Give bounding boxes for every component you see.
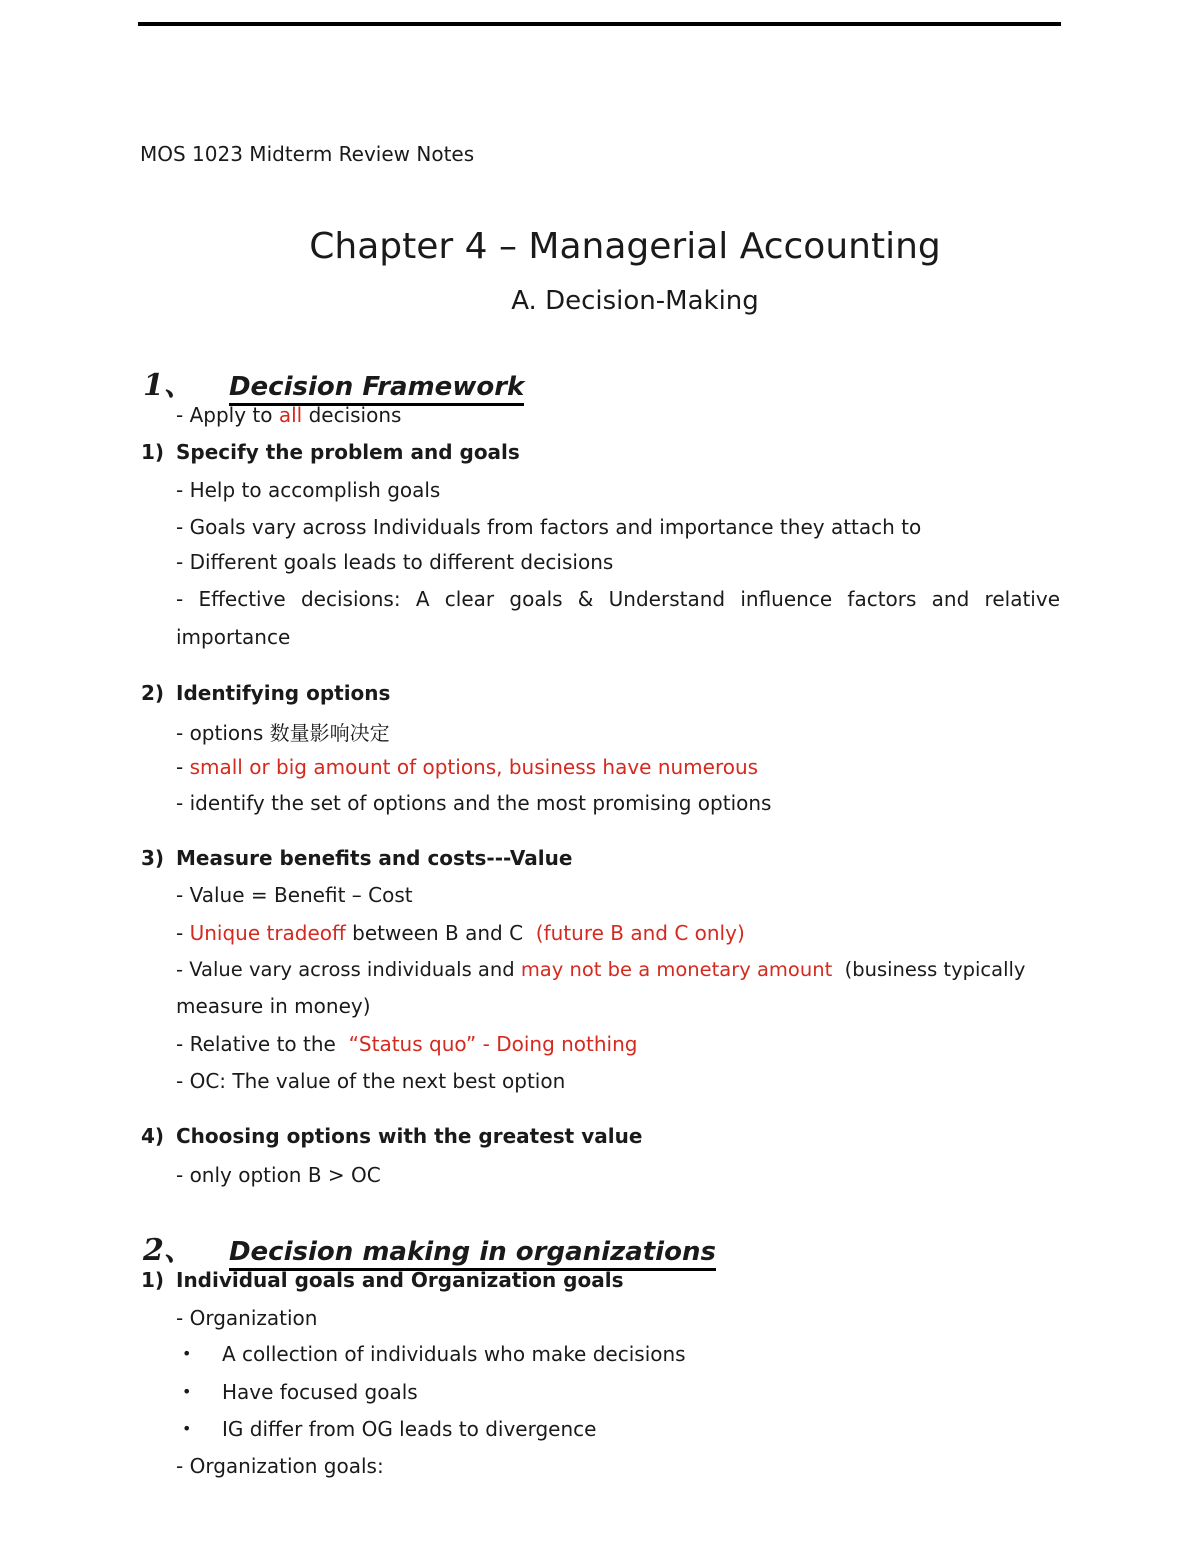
item-3-line-1: - Value = Benefit – Cost — [176, 883, 413, 907]
item-3-line-5: - OC: The value of the next best option — [176, 1069, 566, 1093]
item-1-line-1: - Help to accomplish goals — [176, 478, 441, 502]
document-header: MOS 1023 Midterm Review Notes — [140, 142, 475, 166]
item-2-heading: Identifying options — [176, 681, 391, 705]
item-3-line-2-note: (future B and C only) — [535, 921, 745, 945]
item-3-line-3-end: (business typically — [832, 958, 1026, 981]
section-2-number: 2、 — [143, 1233, 194, 1268]
item-1-heading: Specify the problem and goals — [176, 440, 520, 464]
item-3-line-2 — [176, 921, 745, 945]
item-3-line-3 — [176, 958, 1025, 981]
s2-item-1-line-1: - Organization — [176, 1306, 318, 1330]
item-4-line-1: - only option B > OC — [176, 1163, 381, 1187]
top-rule — [138, 22, 1061, 26]
s2-bullet-2: Have focused goals — [222, 1380, 418, 1404]
item-3-line-4-start: - Relative to the — [176, 1032, 349, 1056]
item-2-line-2 — [176, 755, 758, 779]
item-1-justified-cont: importance — [176, 625, 291, 649]
bullet-icon: • — [182, 1344, 192, 1363]
item-3-heading: Measure benefits and costs---Value — [176, 846, 573, 870]
section-2-title: Decision making in organizations — [229, 1237, 716, 1271]
item-3-line-2-mid: between B and C — [345, 921, 536, 945]
intro-highlight: all — [278, 403, 303, 427]
section-1-intro — [176, 403, 401, 427]
item-3-line-4-highlight: “Status quo” - Doing nothing — [348, 1032, 638, 1056]
item-2-number: 2) — [141, 681, 165, 705]
item-2-line-3: - identify the set of options and the most promising options — [176, 791, 772, 815]
s2-bullet-1: A collection of individuals who make decisions — [222, 1342, 686, 1366]
s2-item-1-number: 1) — [141, 1268, 165, 1292]
s2-bullet-3: IG differ from OG leads to divergence — [222, 1417, 597, 1441]
bullet-icon: • — [182, 1382, 192, 1401]
item-3-line-4 — [176, 1032, 637, 1056]
item-3-line-3-highlight: may not be a monetary amount — [520, 958, 833, 981]
item-1-line-3: - Different goals leads to different decisions — [176, 550, 614, 574]
intro-text: - Apply to — [176, 403, 279, 427]
item-1-justified-line: - Effective decisions: A clear goals & Understand influence factors and relative — [176, 587, 1060, 611]
item-2-line-2-dash: - — [176, 755, 190, 779]
item-2-line-2-highlight: small or big amount of options, business have numerous — [189, 755, 759, 779]
section-1-title: Decision Framework — [229, 372, 524, 406]
item-4-heading: Choosing options with the greatest value — [176, 1124, 643, 1148]
s2-item-1-line-2: - Organization goals: — [176, 1454, 384, 1478]
intro-text-end: decisions — [302, 403, 402, 427]
bullet-icon: • — [182, 1419, 192, 1438]
item-3-line-3-start: - Value vary across individuals and — [176, 958, 521, 981]
item-3-line-2-highlight: Unique tradeoff — [189, 921, 346, 945]
subsection-title: A. Decision-Making — [511, 286, 759, 316]
section-1-heading — [143, 360, 524, 404]
item-3-line-3-cont: measure in money) — [176, 994, 371, 1018]
s2-item-1-heading: Individual goals and Organization goals — [176, 1268, 624, 1292]
item-3-number: 3) — [141, 846, 165, 870]
item-2-line-1: - options 数量影响决定 — [176, 721, 390, 745]
section-1-number: 1、 — [143, 368, 194, 403]
item-3-line-2-dash: - — [176, 921, 190, 945]
chapter-title: Chapter 4 – Managerial Accounting — [309, 226, 941, 267]
item-1-number: 1) — [141, 440, 165, 464]
section-2-heading — [143, 1225, 716, 1269]
item-4-number: 4) — [141, 1124, 165, 1148]
item-1-line-2: - Goals vary across Individuals from factors and importance they attach to — [176, 515, 922, 539]
